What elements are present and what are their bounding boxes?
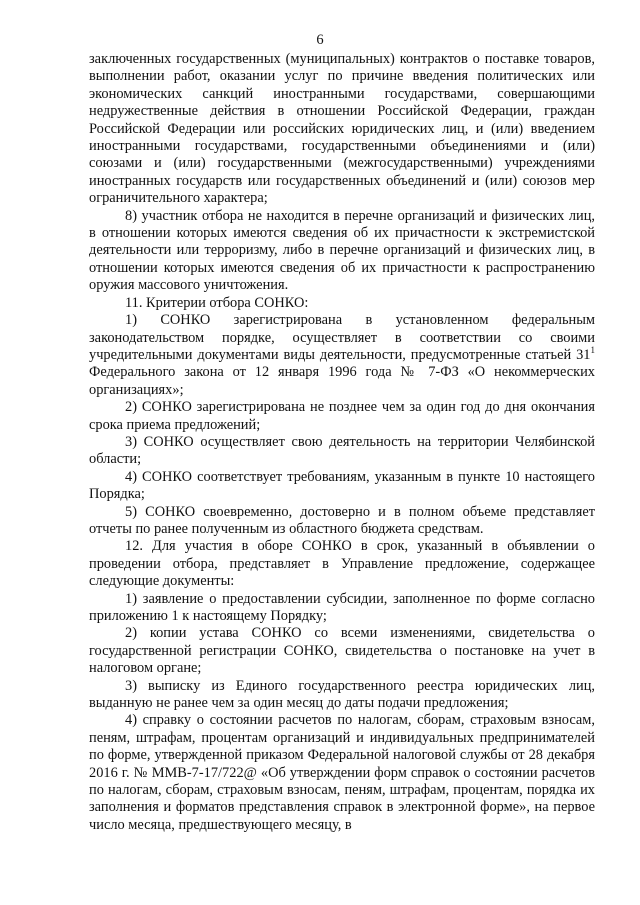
page-number: 6	[316, 32, 324, 48]
paragraph-11-item-3: 3) СОНКО осуществляет свою деятельность на территории Челябинской области;	[89, 433, 595, 468]
paragraph-12-item-4: 4) справку о состоянии расчетов по налогам, сборам, страховым взносам, пеням, штрафам, процентам организаций и индивидуальных предпринимателей по форме, утвержденной приказом Федеральной налоговой службы от 28 декабря 2016 г. № ММВ-7-17/722@ «Об утверждении форм справок о состоянии расчетов по налогам, сборам, страховым взносам, пеням, штрафам, процентам, порядка их заполнения и форматов представления справок в электронной форме», на первое число месяца, предшествующего месяцу, в	[89, 712, 595, 833]
paragraph-11-item-4: 4) СОНКО соответствует требованиям, указанным в пункте 10 настоящего Порядка;	[89, 468, 595, 503]
paragraph-11-heading: 11. Критерии отбора СОНКО:	[125, 294, 309, 311]
paragraph-12-item-1: 1) заявление о предоставлении субсидии, заполненное по форме согласно приложению 1 к настоящему Порядку;	[89, 590, 595, 624]
paragraph-11-item-1	[89, 312, 595, 399]
item-1-text-after: Федерального закона от 12 января 1996 года № 7-ФЗ «О некоммерческих организациях»;	[89, 364, 595, 398]
article-superscript: 1	[590, 344, 595, 355]
paragraph-11-item-5: 5) СОНКО своевременно, достоверно и в полном объеме представляет отчеты по ранее полученным из областного бюджета средствам.	[89, 503, 595, 537]
paragraph-sanctions-continuation: заключенных государственных (муниципальных) контрактов о поставке товаров, выполнении работ, оказании услуг по причине введения политических или экономических санкций иностранными государствами, совершающими недружественные действия в отношении Российской Федерации, граждан Российской Федерации или российских юридических лиц, и (или) введением иностранными государствами, государственными объединениями и (или) союзами и (или) государственными (межгосударственными) учреждениями иностранных государств или государственных объединений и (или) союзов мер ограничительного характера;	[89, 51, 595, 207]
paragraph-11-item-2: 2) СОНКО зарегистрирована не позднее чем за один год до дня окончания срока приема предложений;	[89, 399, 595, 433]
paragraph-item-8-extremism-list: 8) участник отбора не находится в перечне организаций и физических лиц, в отношении которых имеются сведения об их причастности к экстремистской деятельности или терроризму, либо в перечне организаций и физических лиц, в отношении которых имеются сведения об их причастности к распространению оружия массового уничтожения.	[89, 207, 595, 294]
paragraph-12-item-2: 2) копии устава СОНКО со всеми изменениями, свидетельства о государственной регистрации СОНКО, свидетельства о постановке на учет в налоговом органе;	[89, 625, 595, 677]
paragraph-12-item-3: 3) выписку из Единого государственного реестра юридических лиц, выданную не ранее чем за один месяц до даты подачи предложения;	[89, 677, 595, 712]
paragraph-12-heading: 12. Для участия в оборе СОНКО в срок, указанный в объявлении о проведении отбора, представляет в Управление предложение, содержащее следующие документы:	[89, 538, 595, 590]
document-body	[89, 51, 595, 834]
item-1-text-before: 1) СОНКО зарегистрирована в установленном федеральным законодательством порядке, осуществляет в соответствии со своими учредительными документами виды деятельности, предусмотренные статьей 31	[89, 312, 595, 363]
